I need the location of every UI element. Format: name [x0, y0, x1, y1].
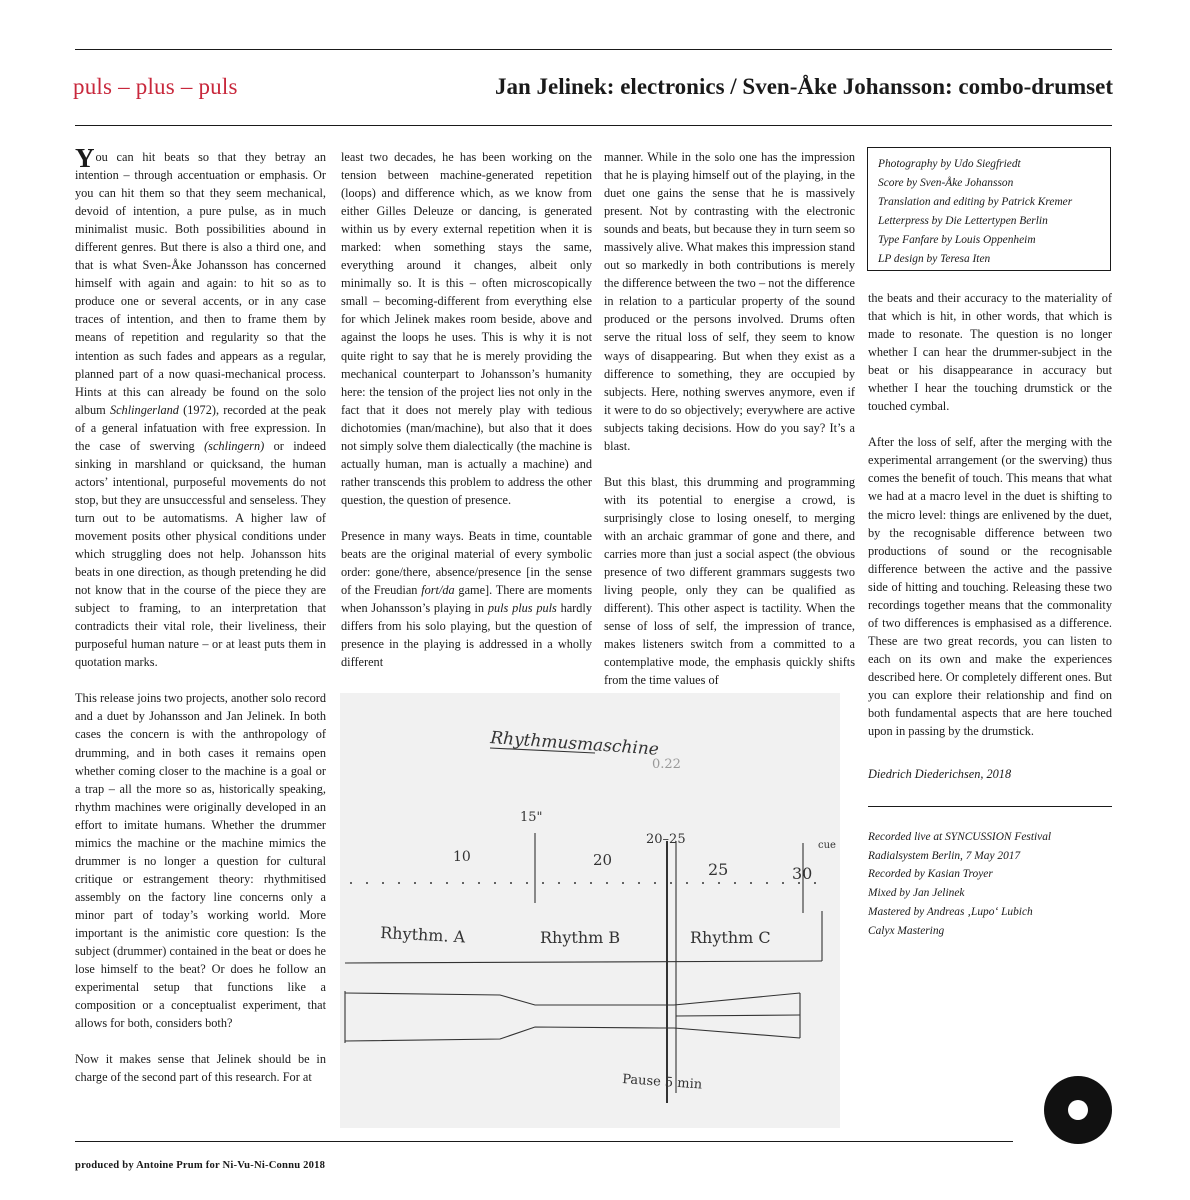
sketch-mark: 20–25 — [646, 832, 686, 847]
recording-line: Mixed by Jan Jelinek — [868, 887, 965, 900]
sketch-section-label: Rhythm B — [540, 928, 621, 947]
recording-line: Mastered by Andreas ‚Lupo‘ Lubich — [868, 905, 1033, 918]
sketch-top-note: 0.22 — [652, 757, 681, 772]
essay-paragraph: the beats and their accuracy to the materiality of that which is hit, in other words, that which is made to resonate. The question is no longer whether I can hear the drummer-subject in the beat or his disappearance in accuracy but whether I hear the touching drumstick or the touched cymbal. — [868, 291, 1112, 414]
producer-credit: produced by Antoine Prum for Ni-Vu-Ni-Connu 2018 — [75, 1160, 326, 1171]
vinyl-record-icon — [1044, 1076, 1112, 1144]
performers-credit: Jan Jelinek: electronics / Sven-Åke Johansson: combo-drumset — [494, 74, 1113, 99]
essay-column-3 — [604, 148, 855, 689]
credit-line: LP design by Teresa Iten — [878, 253, 991, 266]
essay-column-4 — [868, 289, 1112, 740]
sketch-mark: 30 — [792, 864, 813, 883]
top-rule — [75, 49, 1112, 50]
essay-paragraph: least two decades, he has been working on the tension between machine-generated repetition (loops) and difference which, as we know from either Gilles Deleuze or dancing, is generated within us by every external repetition when it is marked: when something stays the same, everything around it changes, albeit only minimally so. It is this – often microscopically small – becoming-different from everything else for which Jelinek makes room beside, above and against the loops he uses. This is why it is not quite right to say that he is merely providing the mechanical counterpart to Johansson’s humanity here: the tension of the project lies not only in the fact that it does not merely play with tedious dichotomies (man/machine), but also that it does not simply solve them dialectically (the machine is actually human, man is actually a machine) and rather transcends this problem to address the other question, the question of presence. — [341, 150, 592, 507]
sketch-section-label: Rhythm. A — [379, 923, 466, 947]
essay-column-1 — [75, 143, 326, 1086]
recording-line: Recorded live at SYNCUSSION Festival — [868, 831, 1052, 843]
record-center-hole — [1068, 1100, 1088, 1120]
essay-paragraph: manner. While in the solo one has the impression that he is playing himself out of the playing, in the duet one gains the sense that he is massively present. Not by contrasting with the electronic sounds and beats, but because they in turn seem so massively alive. What makes this impression stand out so markedly in both contributions is merely the difference between the two – not the difference in relation to a particular property of the sound produced or the persons involved. Drums often serve the ritual loss of self, they seem to know ways of disappearing. But when they exist as a difference to something, they are occupied by subjects. Here, nothing swerves anymore, even if it were to do so objectively; everywhere are active subjects taking decisions. How do you say? It’s a blast. — [604, 150, 855, 453]
recording-line: Calyx Mastering — [868, 924, 945, 937]
credit-line: Photography by Udo Siegfriedt — [878, 158, 1021, 170]
credit-line: Letterpress by Die Lettertypen Berlin — [878, 215, 1048, 228]
sketch-mark: 20 — [593, 851, 613, 869]
essay-column-2 — [341, 148, 592, 671]
sketch-center-line — [676, 1015, 800, 1016]
album-title: puls – plus – puls — [73, 74, 238, 99]
recording-credits — [868, 828, 1051, 940]
essay-paragraph: Presence in many ways. Beats in time, countable beats are the original material of every symbolic order: gone/there, absence/presence [in the sense of the Freudian fort/da game]. There are moments when Johansson’s playing in puls plus puls hardly differs from his solo playing, but the question of presence in the playing is addressed in a wholly different — [341, 528, 592, 670]
sketch-mark: cue — [818, 840, 836, 851]
score-sketch-image — [340, 693, 840, 1128]
sketch-mark: 25 — [708, 860, 729, 879]
credit-line: Translation and editing by Patrick Kremer — [878, 196, 1073, 209]
essay-paragraph: After the loss of self, after the merging with the experimental arrangement (or the swerving) thus comes the benefit of touch. This means that what we had at a macro level in the duet is shifting to the micro level: things are enlivened by the duet, by the recognisable difference between two productions of sound or the recognisable difference between the active and the passive side of hitting and touching. Releasing these two recordings together means that the commonality of two differences is emphasised as a difference. These are two great records, you can listen to each on its own and make the experiences described here. Or completely different ones. But you can explore their relationship and find on both fundamental aspects that are here touched upon in passing by the drumstick. — [868, 435, 1112, 739]
sketch-mark: 10 — [453, 849, 471, 865]
author-signature: Diedrich Diederichsen, 2018 — [868, 767, 1012, 781]
sketch-dynamics-lower — [345, 1027, 800, 1041]
sketch-mark: 15" — [520, 810, 543, 825]
sketch-staff-line — [345, 961, 822, 963]
recording-line: Recorded by Kasian Troyer — [868, 868, 993, 881]
essay-paragraph: But this blast, this drumming and programming with its potential to energise a crowd, is surprisingly close to losing oneself, to merging with an archaic grammar of gone and there, and carries more than just a social aspect (the obvious presence of two different grammars suggests two living people, only they can be qualified as different). This other aspect is tactility. When the sense of loss of self, the impression of trance, makes listeners switch from a committed to a contemplative mode, the emphasis quickly shifts from the time values of — [604, 474, 855, 688]
header-rule — [75, 125, 1112, 126]
production-credits-box — [867, 147, 1111, 271]
drop-cap: Y — [75, 143, 95, 173]
sketch-dynamics-upper — [345, 993, 800, 1005]
essay-paragraph: Now it makes sense that Jelinek should be in charge of the second part of this research. For at — [75, 1052, 326, 1085]
credit-line: Score by Sven-Åke Johansson — [878, 177, 1014, 190]
recording-line: Radialsystem Berlin, 7 May 2017 — [868, 849, 1021, 862]
sketch-title: Rhythmusmaschine — [489, 728, 660, 760]
sketch-section-label: Rhythm C — [690, 928, 771, 947]
footer-rule — [75, 1141, 1013, 1142]
credit-line: Type Fanfare by Louis Oppenheim — [878, 234, 1036, 247]
sketch-bottom-note: Pause 5 min — [621, 1072, 703, 1093]
credits-rule — [868, 806, 1112, 807]
essay-paragraph: You can hit beats so that they betray an intention – through accentuation or emphasis. Or you can hit them so that they seem mechanical, devoid of intention, a pure pulse, as in much minimalist music. Both possibilities abound in different genres. But there is also a third one, and that is what Sven-Åke Johansson has concerned himself with again and again: to hit so as to produce one or several accents, or in any case traces of intention, and then to frame them by means of repetition and regularity so that the intention as such fades and appears as a regular, planned part of a now quasi-mechanical process. Hints at this can already be found on the solo album Schlingerland (1972), recorded at the peak of a general infatuation with free expression. In the case of swerving (schlingern) or indeed sinking in marshland or quicksand, the human actors’ intentional, purposeful movements do not stop, but they are unsuccessful and senseless. They turn out to be automatisms. A higher law of movement posits other physical conditions under which struggling does not help. Johansson hits beats in one direction, as though pretending he did not know that in the course of the piece they are subject to framing, to an interpretation that contradicts their vital role, their liveliness, their purposeful human nature – or at least puts them in quotation marks. — [75, 143, 326, 670]
essay-paragraph: This release joins two projects, another solo record and a duet by Johansson and Jan Jelinek. In both cases the concern is with the anthropology of drumming, and in both cases it remains open whether coming closer to the machine is a goal or a trap – all the more so as, historically speaking, rhythm machines were originally developed in an effort to imitate humans. Whether the drummer mimics the machine or the machine mimics the drummer is no longer a question for cultural critique or estrangement theory: rhythmitised assembly on the factory line concerns only a minor part of today’s working world. More important is the animistic core question: Is the subject (drummer) contained in the beat or does he lose himself to the beat? Or does he follow an experimental setup that functions like a composition or a conceptualist experiment, that allows for both, considers both? — [75, 691, 326, 1031]
